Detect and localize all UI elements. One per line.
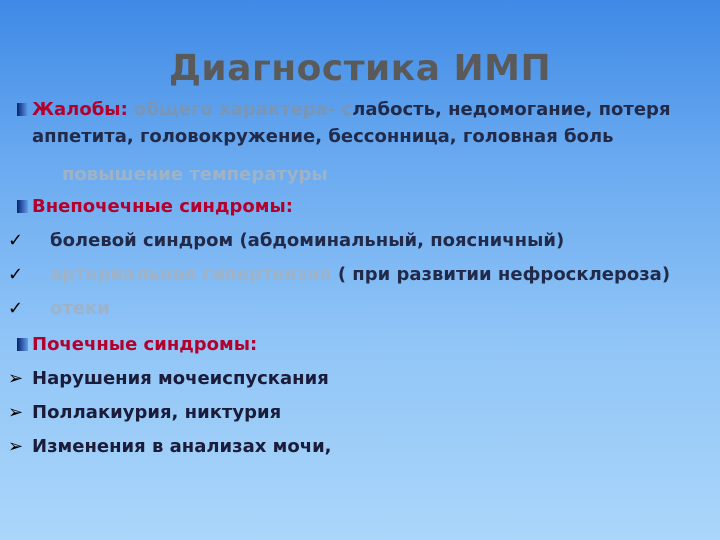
hypertension-label: артериальная гипертензия (50, 264, 332, 285)
square-bullet-icon (17, 200, 28, 213)
arrow-bullet-icon: ➢ (8, 436, 24, 457)
renal-item-3: Изменения в анализах мочи, (32, 436, 332, 457)
complaints-label: Жалобы: (32, 99, 128, 120)
slide-title: Диагностика ИМП (168, 48, 552, 89)
square-bullet-icon (17, 338, 28, 351)
arrow-bullet-icon: ➢ (8, 368, 24, 389)
checkmark-icon: ✓ (8, 230, 24, 251)
extrarenal-heading: Внепочечные синдромы: (32, 196, 293, 217)
complaints-general: общего характера- с (127, 99, 353, 120)
extrarenal-item-2 (50, 264, 700, 286)
checkmark-icon: ✓ (8, 264, 24, 285)
complaints-line-3: повышение температуры (62, 164, 328, 185)
extrarenal-item-1: болевой синдром (абдоминальный, поясничный) (50, 230, 565, 251)
arrow-bullet-icon: ➢ (8, 402, 24, 423)
hypertension-note: ( при развитии нефросклероза) (331, 264, 671, 285)
complaints-line-2: аппетита, головокружение, бессонница, головная боль (32, 126, 614, 147)
checkmark-icon: ✓ (8, 298, 24, 319)
square-bullet-icon (17, 103, 28, 116)
renal-heading: Почечные синдромы: (32, 334, 258, 355)
complaints-list: лабость, недомогание, потеря (352, 99, 671, 120)
extrarenal-item-3: отеки (50, 298, 110, 319)
renal-item-2: Поллакиурия, никтурия (32, 402, 282, 423)
complaints-line-1 (32, 99, 700, 121)
renal-item-1: Нарушения мочеиспускания (32, 368, 329, 389)
